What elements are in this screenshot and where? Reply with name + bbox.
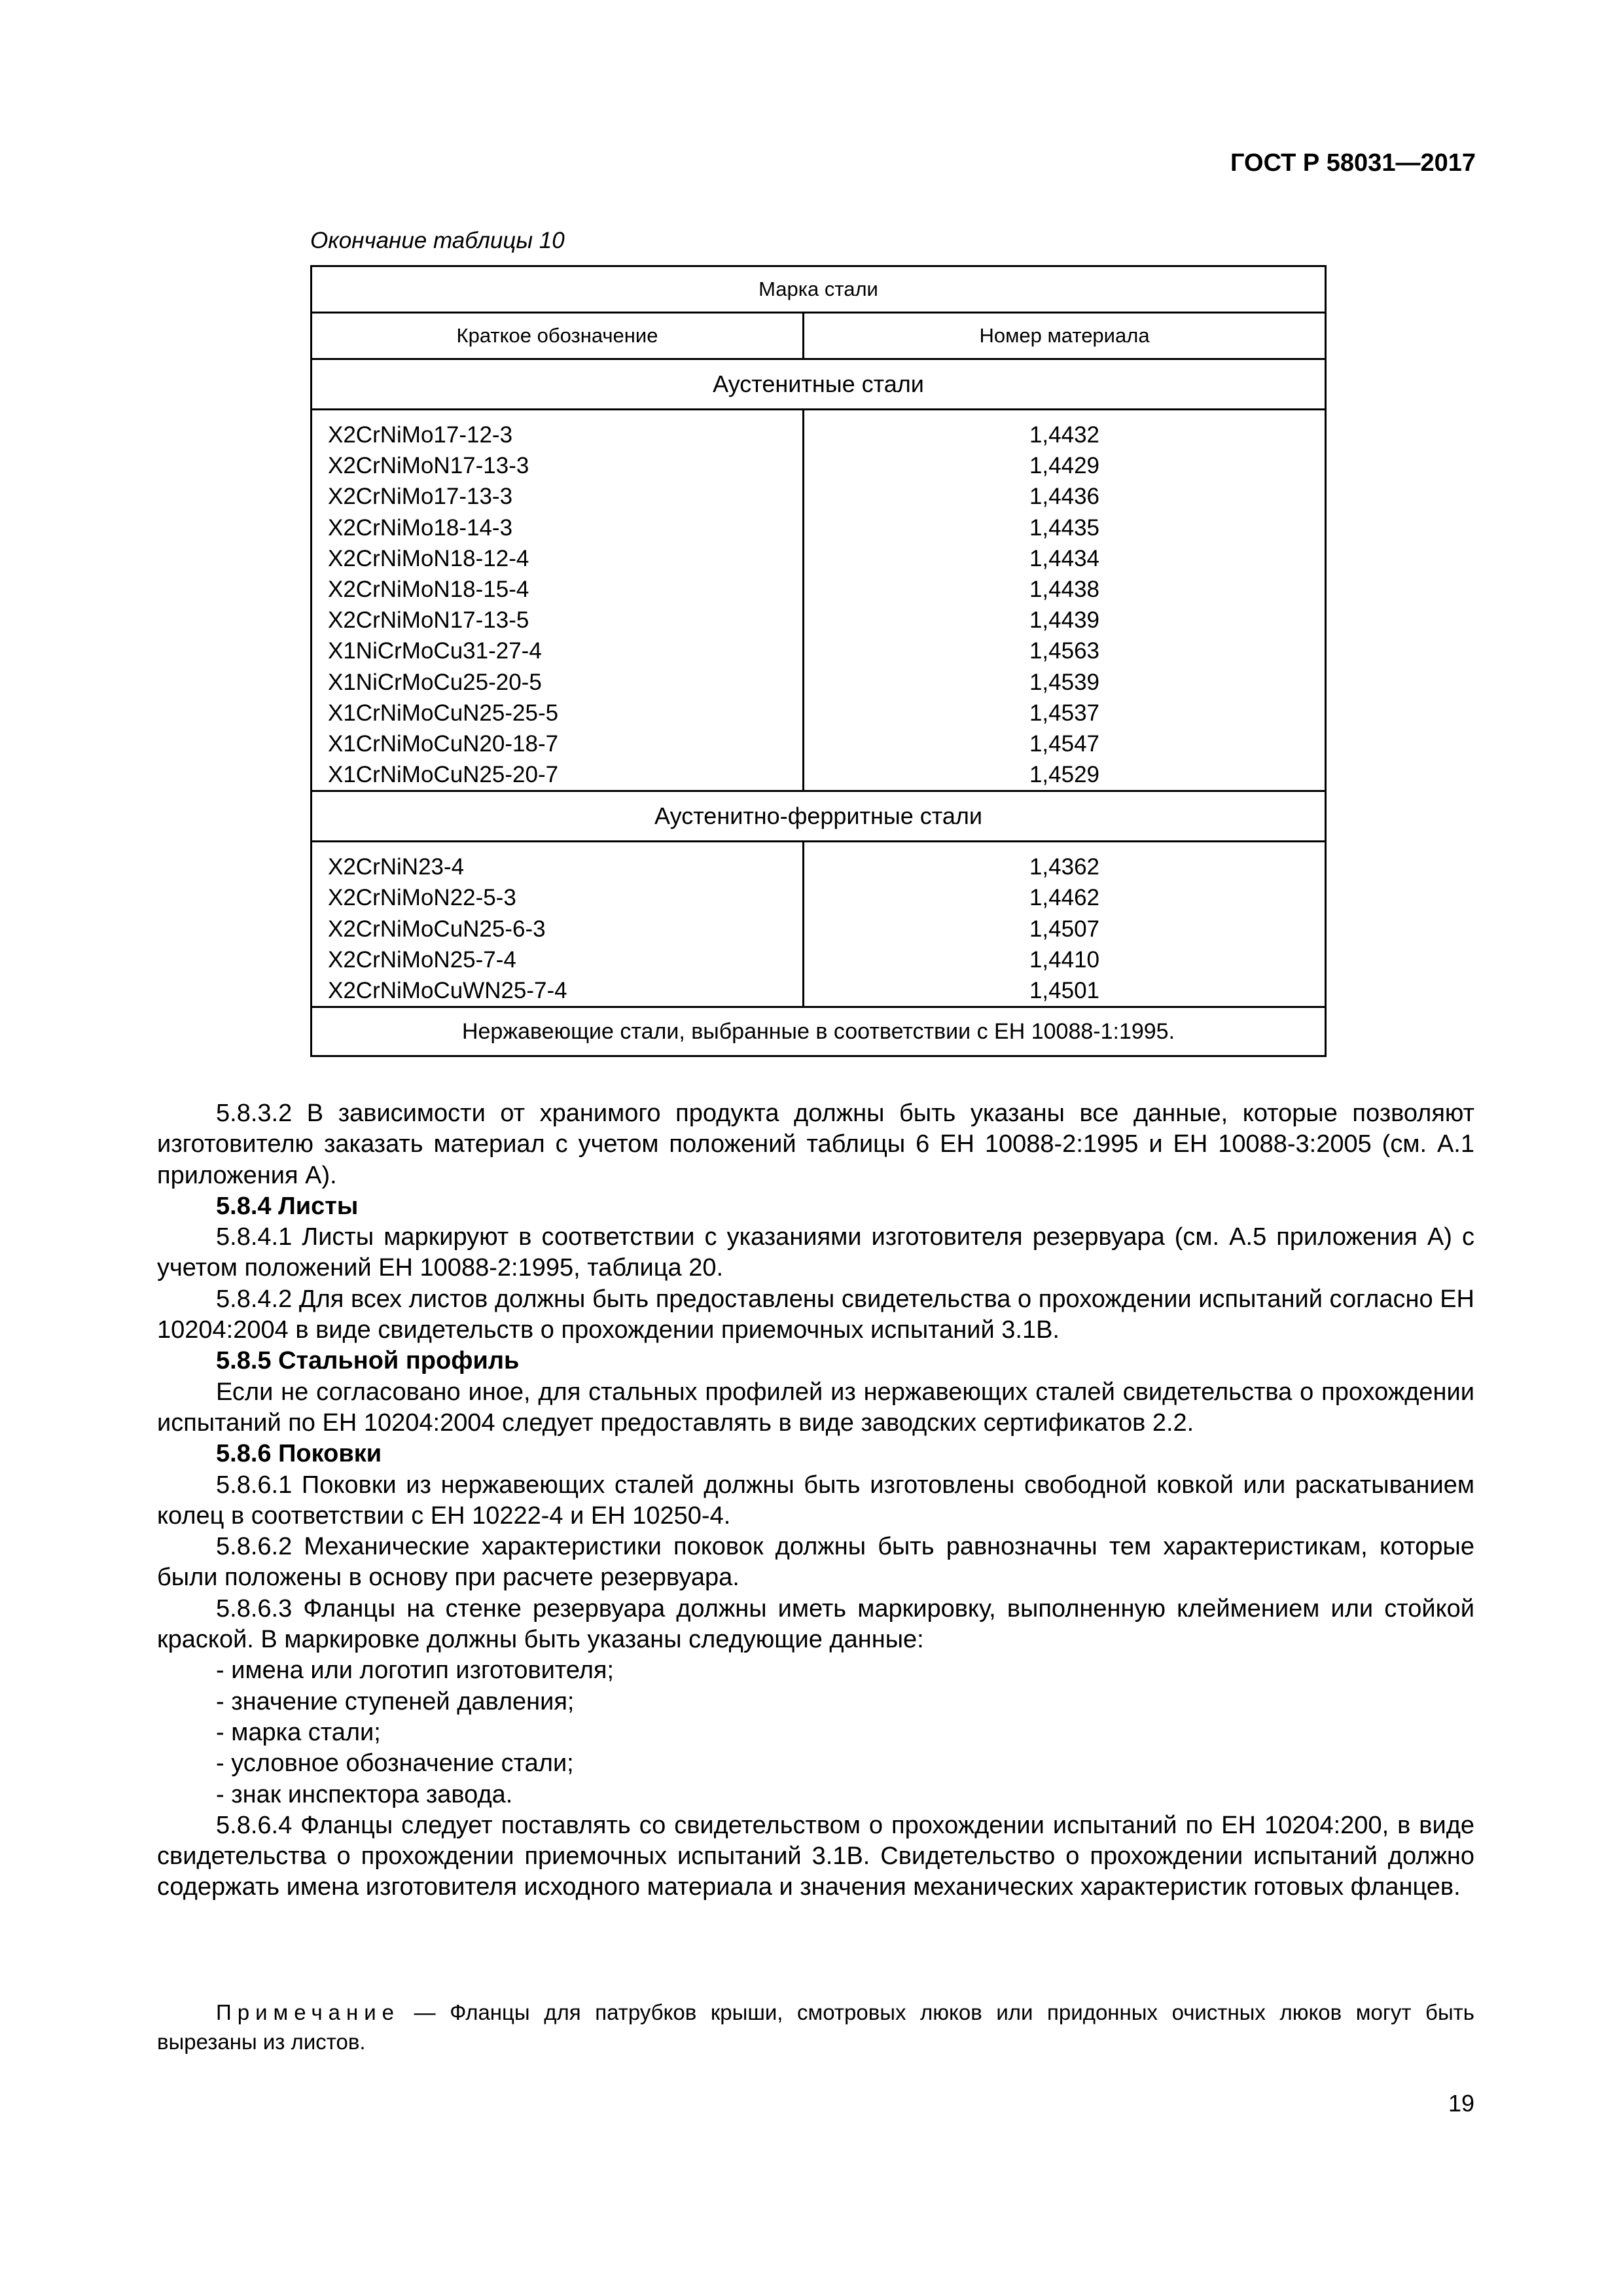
body-text xyxy=(157,1098,1474,1903)
marking-data-list xyxy=(157,1655,1474,1810)
steel-grades-table xyxy=(310,265,1327,1057)
steel-short-designation: X1CrNiMoCuN25-20-7 xyxy=(328,762,559,788)
steel-material-number: 1,4529 xyxy=(1029,762,1100,788)
clause-5-8-6-3: 5.8.6.3 Фланцы на стенке резервуара должны иметь маркировку, выполненную клеймением или стойкой краской. В маркировке должны быть указаны следующие данные: xyxy=(157,1594,1474,1654)
steel-material-number: 1,4410 xyxy=(1029,946,1100,973)
clause-5-8-4-2: 5.8.4.2 Для всех листов должны быть предоставлены свидетельства о прохождении испытаний согласно ЕН 10204:2004 в виде свидетельств о прохождении приемочных испытаний 3.1В. xyxy=(157,1285,1474,1344)
table-footer-note: Нержавеющие стали, выбранные в соответствии с ЕН 10088-1:1995. xyxy=(312,1007,1326,1056)
heading-5-8-4: 5.8.4 Листы xyxy=(216,1192,359,1220)
clause-5-8-6-1: 5.8.6.1 Поковки из нержавеющих сталей должны быть изготовлены свободной ковкой или раскатыванием колец в соответствии с ЕН 10222-4 и ЕН 10250-4. xyxy=(157,1471,1474,1530)
table-head-material-number: Номер материала xyxy=(804,313,1326,359)
steel-short-designation: X2CrNiMoCuWN25-7-4 xyxy=(328,978,567,1003)
page-number: 19 xyxy=(1448,2090,1474,2117)
steel-material-number: 1,4501 xyxy=(1029,978,1100,1003)
material-number-column xyxy=(804,410,1326,791)
steel-short-designation: X2CrNiMoN18-15-4 xyxy=(328,576,529,602)
group-title-austenitic-ferritic: Аустенитно-ферритные стали xyxy=(312,791,1326,842)
steel-material-number: 1,4539 xyxy=(1029,669,1100,695)
steel-short-designation: X1NiCrMoCu31-27-4 xyxy=(328,638,542,664)
steel-material-number: 1,4435 xyxy=(1029,514,1100,541)
note-text: — Фланцы для патрубков крыши, смотровых люков или придонных очистных люков могут быть вырезаны из листов. xyxy=(157,2000,1474,2054)
steel-material-number: 1,4434 xyxy=(1029,545,1100,571)
steel-material-number: 1,4563 xyxy=(1029,638,1100,664)
steel-material-number: 1,4429 xyxy=(1029,453,1100,479)
document-id: ГОСТ Р 58031—2017 xyxy=(1230,149,1476,177)
steel-short-designation: X2CrNiMo17-12-3 xyxy=(328,422,513,448)
steel-short-designation: X2CrNiMoN18-12-4 xyxy=(328,545,529,571)
list-item: - знак инспектора завода. xyxy=(216,1780,513,1808)
steel-short-designation: X2CrNiMoN22-5-3 xyxy=(328,885,516,911)
list-item: - значение ступеней давления; xyxy=(216,1687,575,1715)
steel-short-designation: X2CrNiMoN17-13-3 xyxy=(328,453,529,479)
steel-material-number: 1,4438 xyxy=(1029,576,1100,602)
steel-short-designation: X2CrNiMo17-13-3 xyxy=(328,484,513,510)
steel-name-column xyxy=(312,410,804,791)
steel-short-designation: X2CrNiMoN17-13-5 xyxy=(328,607,529,634)
steel-material-number: 1,4462 xyxy=(1029,885,1100,911)
steel-short-designation: X2CrNiN23-4 xyxy=(328,854,465,880)
list-item: - имена или логотип изготовителя; xyxy=(216,1657,615,1685)
list-item: - марка стали; xyxy=(216,1718,381,1746)
steel-material-number: 1,4507 xyxy=(1029,916,1100,942)
heading-5-8-6: 5.8.6 Поковки xyxy=(216,1440,382,1468)
steel-short-designation: X2CrNiMoCuN25-6-3 xyxy=(328,916,546,942)
group-title-austenitic: Аустенитные стали xyxy=(312,359,1326,410)
steel-material-number: 1,4362 xyxy=(1029,854,1100,880)
steel-name-column xyxy=(312,842,804,1007)
table-caption: Окончание таблицы 10 xyxy=(310,228,565,253)
steel-material-number: 1,4432 xyxy=(1029,422,1100,448)
clause-5-8-4-1: 5.8.4.1 Листы маркируют в соответствии с указаниями изготовителя резервуара (см. А.5 приложения А) с учетом положений ЕН 10088-2:1995, таблица 20. xyxy=(157,1223,1474,1282)
steel-short-designation: X1CrNiMoCuN25-25-5 xyxy=(328,700,559,726)
clause-5-8-6-4: 5.8.6.4 Фланцы следует поставлять со свидетельством о прохождении испытаний по ЕН 10204:200, в виде свидетельства о прохождении приемочных испытаний 3.1В. Свидетельство о прохождении испытаний должно содержать имена изготовителя исходного материала и значения механических характеристик готовых фланцев. xyxy=(157,1811,1474,1901)
steel-short-designation: X2CrNiMoN25-7-4 xyxy=(328,946,516,973)
steel-material-number: 1,4537 xyxy=(1029,700,1100,726)
table-row-group-austenitic-ferritic xyxy=(312,842,1326,1007)
table-head-short-designation: Краткое обозначение xyxy=(312,313,804,359)
note-label: Примечание xyxy=(216,2000,401,2024)
clause-5-8-3-2: 5.8.3.2 В зависимости от хранимого продукта должны быть указаны все данные, которые позволяют изготовителю заказать материал с учетом положений таблицы 6 ЕН 10088-2:1995 и ЕН 10088-3:2005 (см. А.1 приложения А). xyxy=(157,1100,1474,1189)
heading-5-8-5: 5.8.5 Стальной профиль xyxy=(216,1347,520,1375)
clause-5-8-5: Если не согласовано иное, для стальных профилей из нержавеющих сталей свидетельства о прохождении испытаний по ЕН 10204:2004 следует предоставлять в виде заводских сертификатов 2.2. xyxy=(157,1378,1474,1437)
steel-material-number: 1,4439 xyxy=(1029,607,1100,634)
list-item: - условное обозначение стали; xyxy=(216,1749,574,1778)
table-row-group-austenitic xyxy=(312,410,1326,791)
steel-short-designation: X2CrNiMo18-14-3 xyxy=(328,514,513,541)
steel-short-designation: X1NiCrMoCu25-20-5 xyxy=(328,669,542,695)
note xyxy=(157,1998,1474,2056)
table-head-main: Марка стали xyxy=(312,266,1326,313)
steel-short-designation: X1CrNiMoCuN20-18-7 xyxy=(328,730,559,757)
material-number-column xyxy=(804,842,1326,1007)
steel-material-number: 1,4436 xyxy=(1029,484,1100,510)
clause-5-8-6-2: 5.8.6.2 Механические характеристики поковок должны быть равнозначны тем характеристикам, которые были положены в основу при расчете резервуара. xyxy=(157,1533,1474,1592)
steel-material-number: 1,4547 xyxy=(1029,730,1100,757)
